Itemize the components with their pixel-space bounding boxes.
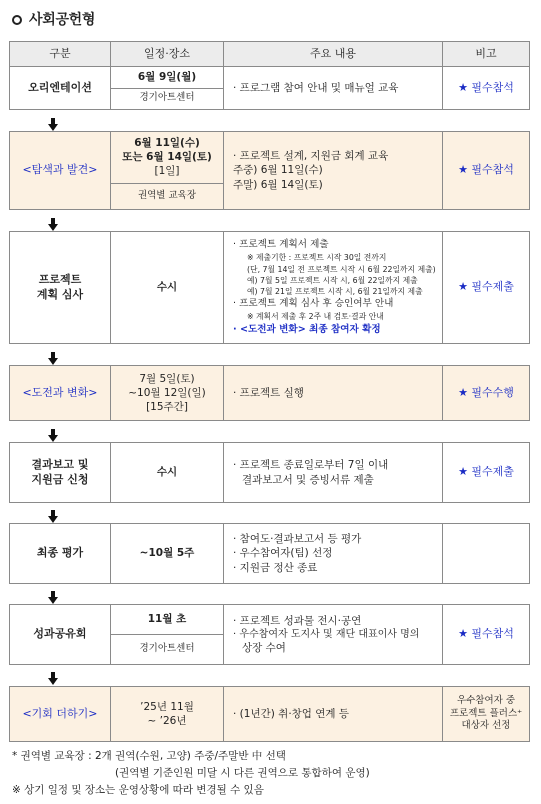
footnote: (권역별 기준인원 미달 시 다른 권역으로 통합하여 운영) — [115, 767, 370, 779]
page-title — [12, 9, 95, 29]
name-line: 프로젝트 — [38, 272, 82, 286]
row-note: ★ 필수제출 — [458, 280, 514, 294]
down-arrow-icon — [48, 358, 58, 365]
table-row — [9, 523, 530, 584]
row-name — [10, 443, 111, 502]
row-name: <도전과 변화> — [10, 366, 111, 420]
content-line: 주중) 6월 11일(수) — [233, 164, 323, 177]
row-content — [224, 687, 443, 741]
row-name — [10, 232, 111, 343]
row-schedule: ~10월 5주 — [111, 524, 224, 583]
schedule-date — [111, 132, 223, 183]
schedule-place: 권역별 교육장 — [111, 183, 223, 209]
table-row — [9, 604, 530, 665]
schedule-line: [1일] — [154, 165, 180, 178]
content-line: · 프로젝트 실행 — [233, 386, 304, 399]
row-schedule — [111, 605, 224, 664]
header-content: 주요 내용 — [224, 42, 443, 66]
row-note — [443, 687, 529, 741]
table-row — [9, 686, 530, 742]
schedule-line: ’25년 11월 — [140, 700, 194, 713]
content-line: · (1년간) 취·창업 연계 등 — [233, 707, 350, 720]
content-line: 결과보고서 및 증빙서류 제출 — [242, 473, 374, 486]
name-line: 지원금 신청 — [31, 472, 89, 486]
down-arrow-icon — [48, 678, 58, 685]
row-schedule — [111, 366, 224, 420]
row-note — [443, 524, 529, 583]
schedule-line: ~10월 12일(일) — [128, 386, 206, 399]
row-schedule: 수시 — [111, 232, 224, 343]
content-line: · 프로젝트 종료일로부터 7일 이내 — [233, 459, 389, 472]
name-line: 결과보고 및 — [31, 457, 89, 471]
row-name: 최종 평가 — [10, 524, 111, 583]
content-subline: ※ 제출기한 : 프로젝트 시작 30일 전까지 — [247, 253, 387, 263]
schedule-line: 6월 11일(수) — [134, 137, 200, 150]
table-row — [9, 66, 530, 110]
table-row — [9, 131, 530, 210]
row-content — [224, 443, 443, 502]
row-name: <탐색과 발견> — [10, 132, 111, 209]
row-content — [224, 366, 443, 420]
row-name: 성과공유회 — [10, 605, 111, 664]
table-row — [9, 231, 530, 344]
row-schedule — [111, 132, 224, 209]
note-line: 프로젝트 플러스⁺ — [449, 707, 523, 719]
name-line: 계획 심사 — [36, 287, 84, 301]
content-line: · 프로그램 참여 안내 및 매뉴얼 교육 — [233, 81, 399, 94]
content-line: · 지원금 정산 종료 — [233, 561, 318, 574]
schedule-place: 경기아트센터 — [111, 88, 223, 110]
content-line: · 참여도·결과보고서 등 평가 — [233, 533, 362, 546]
header-category: 구분 — [10, 42, 111, 66]
circle-bullet-icon — [12, 15, 22, 25]
row-name: <기회 더하기> — [10, 687, 111, 741]
row-note: ★ 필수수행 — [458, 385, 514, 399]
down-arrow-icon — [48, 124, 58, 131]
row-schedule — [111, 67, 224, 109]
schedule-line: 또는 6월 14일(토) — [122, 151, 212, 164]
note-line: 대상자 선정 — [461, 720, 511, 732]
schedule-date: 6월 9일(월) — [137, 71, 197, 84]
row-name: 오리엔테이션 — [10, 67, 111, 109]
table-row — [9, 365, 530, 421]
note-line: 우수참여자 중 — [456, 694, 516, 706]
schedule-date: 11월 초 — [147, 613, 187, 626]
row-note: ★ 필수제출 — [458, 465, 514, 479]
schedule-line: ~ ’26년 — [147, 715, 187, 727]
content-line: · 우수참여자(팀) 선정 — [233, 547, 333, 560]
row-note: ★ 필수참석 — [458, 163, 514, 177]
row-schedule — [111, 687, 224, 741]
footnote: ※ 상기 일정 및 장소는 운영상황에 따라 변경될 수 있음 — [12, 784, 264, 796]
title-text: 사회공헌형 — [29, 12, 96, 28]
row-content — [224, 524, 443, 583]
footnote: * 권역별 교육장 : 2개 권역(수원, 고양) 주중/주말반 中 선택 — [12, 750, 286, 762]
row-note: ★ 필수참석 — [458, 627, 514, 641]
schedule-line: 7월 5일(토) — [139, 372, 195, 385]
content-line: · 프로젝트 계획서 제출 — [233, 239, 329, 251]
row-schedule: 수시 — [111, 443, 224, 502]
down-arrow-icon — [48, 224, 58, 231]
content-line: 상장 수여 — [242, 642, 286, 655]
content-subline: 예) 7월 21일 프로젝트 시작 시, 6월 21일까지 제출 — [247, 287, 423, 297]
row-note: ★ 필수참석 — [458, 80, 514, 94]
schedule-place: 경기아트센터 — [111, 634, 223, 664]
content-line: 주말) 6월 14일(토) — [233, 178, 323, 191]
row-content — [224, 67, 443, 109]
row-content — [224, 232, 443, 343]
content-line: · 우수참여자 도지사 및 재단 대표이사 명의 — [233, 628, 420, 640]
schedule-line: [15주간] — [146, 401, 188, 414]
down-arrow-icon — [48, 516, 58, 523]
header-schedule: 일정·장소 — [111, 42, 224, 66]
down-arrow-icon — [48, 435, 58, 442]
content-line: · 프로젝트 설계, 지원금 회계 교육 — [233, 150, 389, 163]
table-header — [9, 41, 530, 67]
content-line-highlight: · <도전과 변화> 최종 참여자 확정 — [233, 323, 381, 335]
content-subline: 예) 7월 5일 프로젝트 시작 시, 6월 22일까지 제출 — [247, 275, 418, 285]
content-subline: ※ 계획서 제출 후 2주 내 검토·결과 안내 — [247, 312, 384, 322]
content-line: · 프로젝트 성과물 전시·공연 — [233, 614, 362, 627]
table-row — [9, 442, 530, 503]
header-note: 비고 — [475, 46, 497, 60]
content-subline: (단, 7월 14일 전 프로젝트 시작 시 6월 22일까지 제출) — [247, 264, 436, 274]
down-arrow-icon — [48, 597, 58, 604]
row-content — [224, 605, 443, 664]
row-content — [224, 132, 443, 209]
content-line: · 프로젝트 계획 심사 후 승인여부 안내 — [233, 298, 394, 310]
